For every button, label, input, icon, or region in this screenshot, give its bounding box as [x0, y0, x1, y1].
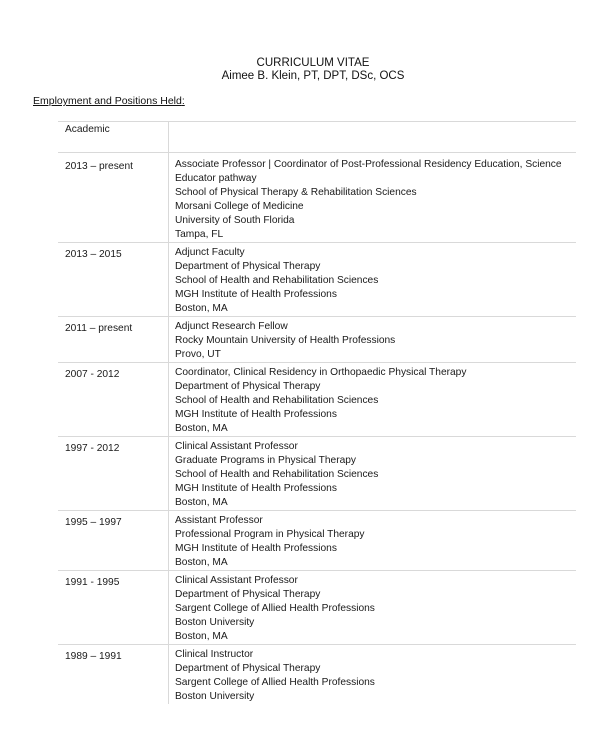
employment-detail-line: Boston, MA	[175, 631, 228, 642]
employment-row	[58, 152, 576, 242]
employment-detail-line: MGH Institute of Health Professions	[175, 543, 337, 554]
employment-row	[58, 362, 576, 436]
employment-detail-line: University of South Florida	[175, 215, 295, 226]
employment-date-cell	[58, 650, 168, 664]
employment-detail-line: School of Health and Rehabilitation Sciences	[175, 275, 379, 286]
employment-date-cell	[58, 442, 168, 456]
employment-detail-line: School of Health and Rehabilitation Sciences	[175, 395, 379, 406]
category-cell	[58, 123, 168, 137]
employment-detail-line: MGH Institute of Health Professions	[175, 483, 337, 494]
employment-details-cell	[168, 437, 576, 510]
employment-row	[58, 510, 576, 570]
employment-date: 1991 - 1995	[65, 577, 120, 588]
section-heading-colon: :	[181, 95, 185, 107]
employment-detail-line: Sargent College of Allied Health Professions	[175, 677, 375, 688]
employment-detail-line: Associate Professor | Coordinator of Post-Professional Residency Education, Science	[175, 159, 562, 170]
category-row	[58, 121, 576, 152]
employment-date-cell	[58, 368, 168, 382]
employment-date-cell	[58, 576, 168, 590]
employment-row	[58, 242, 576, 316]
employment-detail-line: Department of Physical Therapy	[175, 381, 321, 392]
employment-date: 2007 - 2012	[65, 369, 120, 380]
employment-details-cell	[168, 511, 576, 570]
employment-detail-line: MGH Institute of Health Professions	[175, 409, 337, 420]
employment-date-cell	[58, 322, 168, 336]
employment-detail-line: Coordinator, Clinical Residency in Orthopaedic Physical Therapy	[175, 367, 467, 378]
employment-detail-line: Boston University	[175, 691, 255, 702]
employment-detail-line: Provo, UT	[175, 349, 221, 360]
employment-detail-line: Adjunct Faculty	[175, 247, 245, 258]
employment-detail-line: Department of Physical Therapy	[175, 589, 321, 600]
employment-date: 1989 – 1991	[65, 651, 122, 662]
employment-row	[58, 644, 576, 704]
section-heading	[33, 95, 185, 107]
employment-detail-line: Boston, MA	[175, 423, 228, 434]
person-name: Aimee B. Klein, PT, DPT, DSc, OCS	[221, 70, 405, 82]
employment-detail-line: Clinical Instructor	[175, 649, 254, 660]
employment-details-cell	[168, 153, 576, 242]
employment-date: 1995 – 1997	[65, 517, 122, 528]
employment-date: 2013 – 2015	[65, 249, 122, 260]
employment-detail-line: Rocky Mountain University of Health Professions	[175, 335, 396, 346]
employment-detail-line: Department of Physical Therapy	[175, 663, 321, 674]
employment-detail-line: Educator pathway	[175, 173, 257, 184]
section-heading-text: Employment and Positions Held	[33, 95, 182, 107]
employment-row	[58, 316, 576, 362]
employment-detail-line: Department of Physical Therapy	[175, 261, 321, 272]
employment-detail-line: Boston, MA	[175, 497, 228, 508]
employment-detail-line: Clinical Assistant Professor	[175, 441, 298, 452]
employment-detail-line: Boston, MA	[175, 303, 228, 314]
employment-details-cell	[168, 571, 576, 644]
employment-row	[58, 436, 576, 510]
category-label: Academic	[65, 124, 110, 135]
employment-detail-line: Assistant Professor	[175, 515, 263, 526]
employment-details-cell	[168, 317, 576, 362]
employment-detail-line: Graduate Programs in Physical Therapy	[175, 455, 357, 466]
employment-table	[58, 121, 576, 704]
employment-detail-line: Adjunct Research Fellow	[175, 321, 288, 332]
employment-date-cell	[58, 160, 168, 174]
employment-detail-line: Boston University	[175, 617, 255, 628]
employment-details-cell	[168, 363, 576, 436]
employment-date-cell	[58, 248, 168, 262]
employment-date: 2013 – present	[65, 161, 133, 172]
employment-detail-line: Clinical Assistant Professor	[175, 575, 298, 586]
category-details-cell	[168, 122, 576, 152]
employment-detail-line: MGH Institute of Health Professions	[175, 289, 337, 300]
employment-row	[58, 570, 576, 644]
employment-date: 2011 – present	[65, 323, 133, 334]
employment-detail-line: School of Physical Therapy & Rehabilitation Sciences	[175, 187, 417, 198]
employment-detail-line: Tampa, FL	[175, 229, 224, 240]
employment-detail-line: Morsani College of Medicine	[175, 201, 304, 212]
document-title: CURRICULUM VITAE	[256, 57, 370, 69]
employment-details-cell	[168, 645, 576, 704]
employment-detail-line: Professional Program in Physical Therapy	[175, 529, 365, 540]
employment-detail-line: Sargent College of Allied Health Professions	[175, 603, 375, 614]
employment-details-cell	[168, 243, 576, 316]
employment-detail-line: School of Health and Rehabilitation Sciences	[175, 469, 379, 480]
employment-date-cell	[58, 516, 168, 530]
employment-detail-line: Boston, MA	[175, 557, 228, 568]
employment-date: 1997 - 2012	[65, 443, 120, 454]
